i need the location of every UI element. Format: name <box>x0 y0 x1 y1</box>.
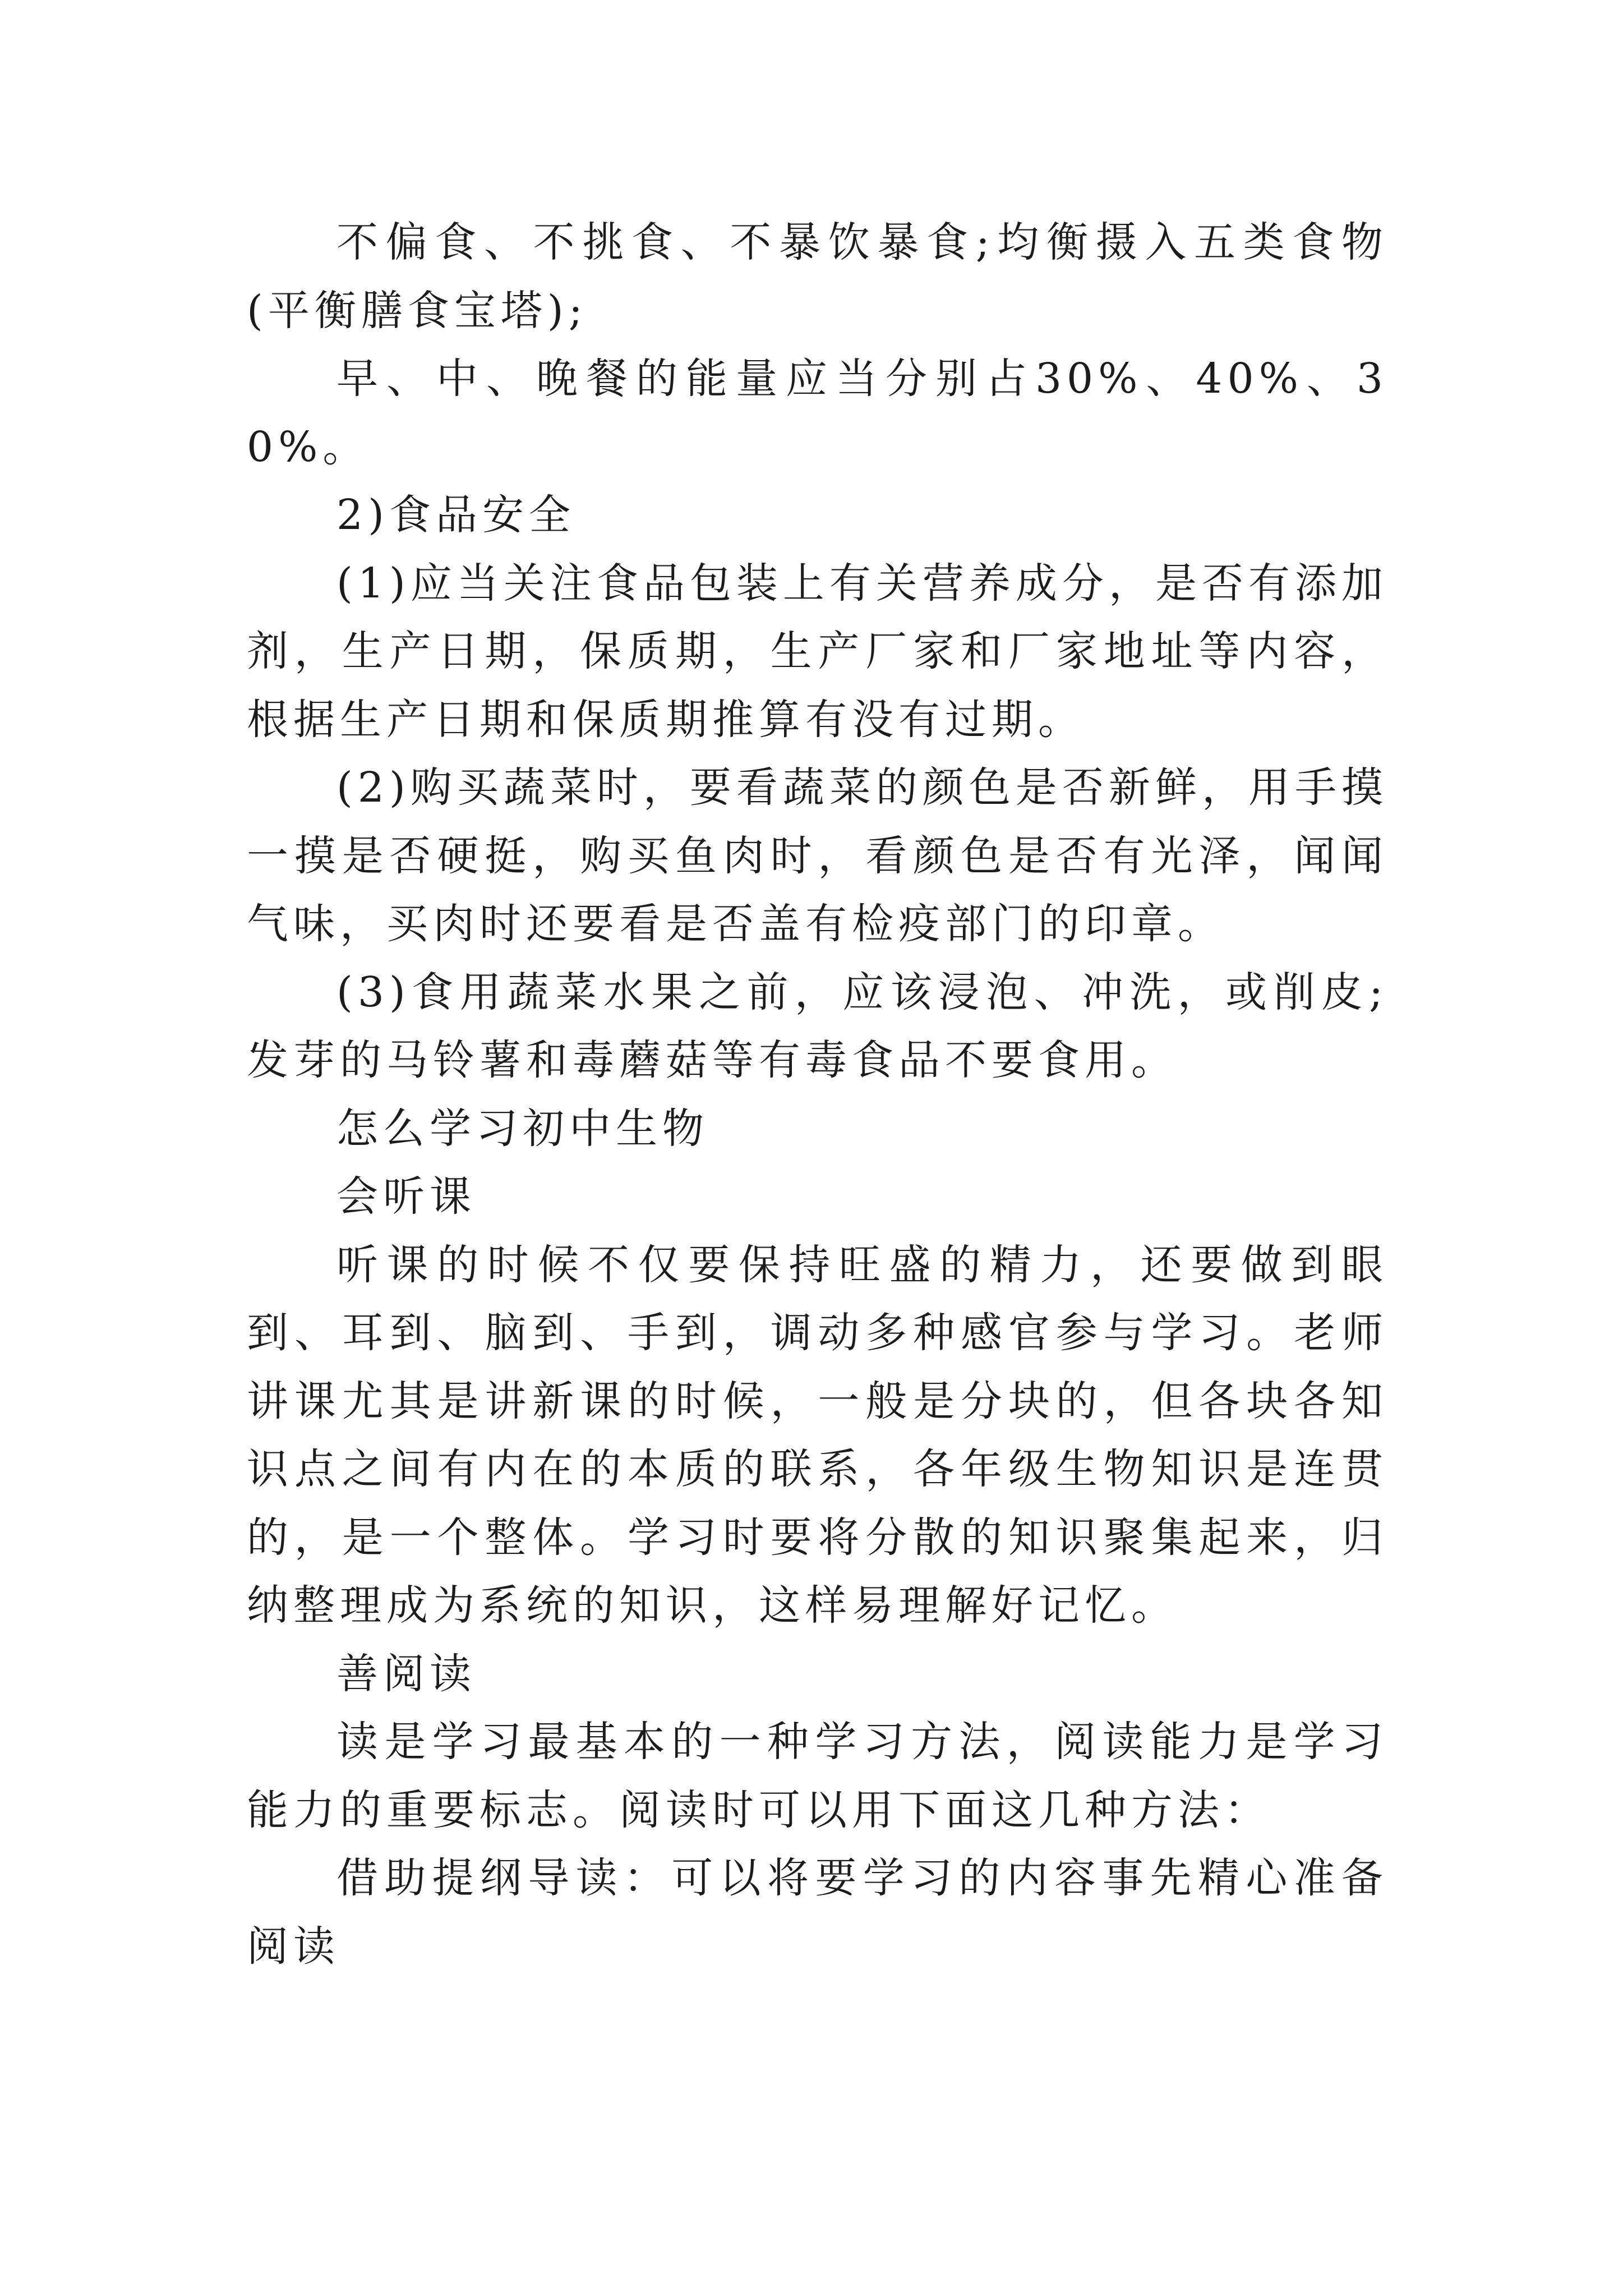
heading-food-safety: 2)食品安全 <box>336 491 575 539</box>
paragraph-outline-reading: 借助提纲导读：可以将要学习的内容事先精心准备阅读 <box>247 1854 1388 1971</box>
paragraph-meal-energy: 早、中、晚餐的能量应当分别占30%、40%、30%。 <box>247 355 1388 471</box>
heading-how-to-study: 怎么学习初中生物 <box>336 1104 709 1153</box>
paragraph-buying-vegetables: (2)购买蔬菜时，要看蔬菜的颜色是否新鲜，用手摸一摸是否硬挺，购买鱼肉时，看颜色是否有光泽，闻闻气味，买肉时还要看是否盖有检疫部门的印章。 <box>247 763 1388 948</box>
paragraph-listening: 听课的时候不仅要保持旺盛的精力，还要做到眼到、耳到、脑到、手到，调动多种感官参与学习。老师讲课尤其是讲新课的时候，一般是分块的，但各块各知识点之间有内在的本质的联系，各年级生物知识是连贯的，是一个整体。学习时要将分散的知识聚集起来，归纳整理成为系统的知识，这样易理解好记忆。 <box>247 1240 1388 1630</box>
heading-listening: 会听课 <box>336 1172 476 1221</box>
paragraph-reading: 读是学习最基本的一种学习方法，阅读能力是学习能力的重要标志。阅读时可以用下面这几种方法： <box>247 1718 1388 1834</box>
document-body <box>247 209 1388 1981</box>
paragraph-balanced-diet: 不偏食、不挑食、不暴饮暴食;均衡摄入五类食物(平衡膳食宝塔); <box>247 218 1388 335</box>
paragraph-washing-produce: (3)食用蔬菜水果之前，应该浸泡、冲洗，或削皮;发芽的马铃薯和毒蘑菇等有毒食品不要食用。 <box>247 968 1388 1084</box>
heading-reading: 善阅读 <box>336 1649 476 1698</box>
paragraph-food-packaging: (1)应当关注食品包装上有关营养成分，是否有添加剂，生产日期，保质期，生产厂家和厂家地址等内容，根据生产日期和保质期推算有没有过期。 <box>247 559 1388 744</box>
